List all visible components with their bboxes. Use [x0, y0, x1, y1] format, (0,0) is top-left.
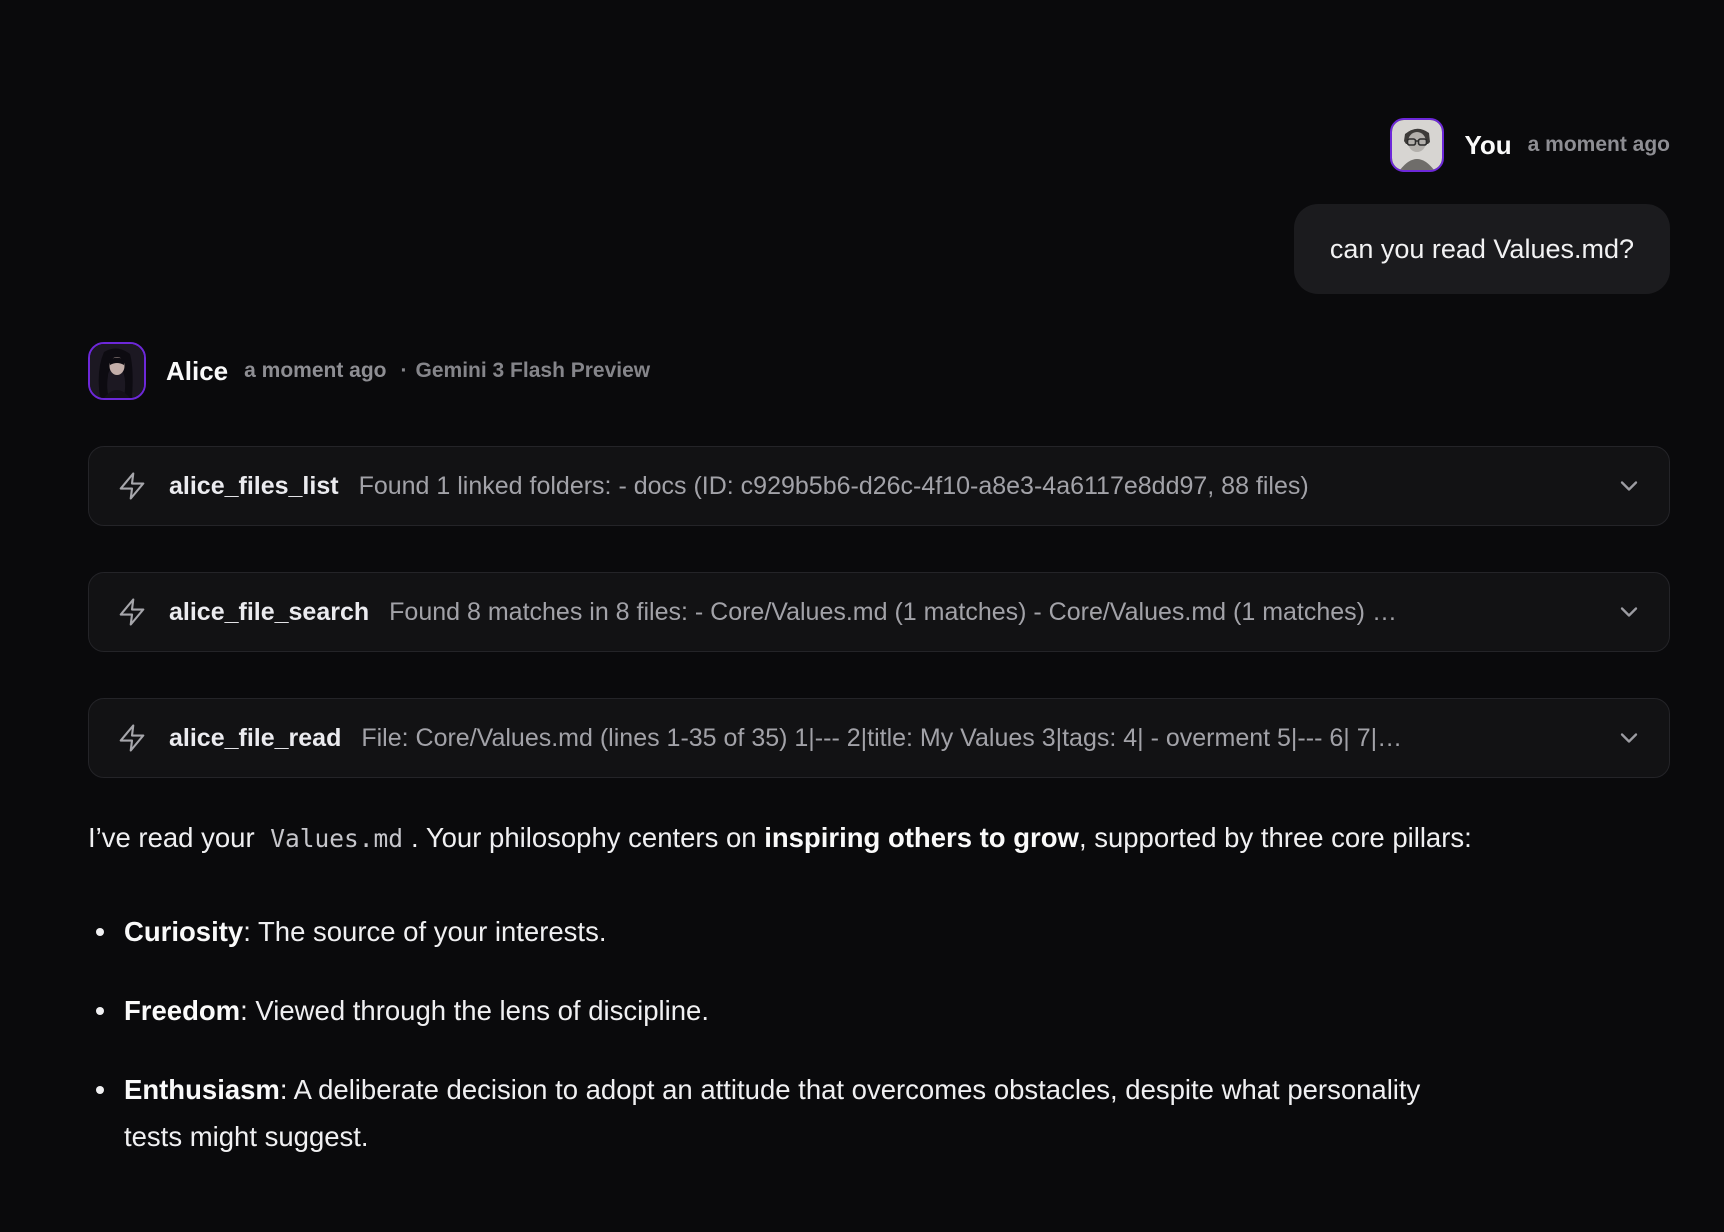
bullet-term: Enthusiasm: [124, 1074, 280, 1105]
bullet-text: : A deliberate decision to adopt an attitude that overcomes obstacles, despite what personality tests might suggest.: [124, 1074, 1421, 1152]
user-timestamp: a moment ago: [1527, 133, 1670, 156]
tool-call-row-files-list[interactable]: [88, 446, 1670, 526]
user-message-header: [1390, 118, 1670, 172]
model-separator: ·: [400, 359, 408, 382]
bullet-term: Curiosity: [124, 916, 244, 947]
chevron-down-icon[interactable]: [1615, 472, 1643, 500]
values-list: [88, 908, 1670, 1160]
tool-name: alice_files_list: [169, 471, 339, 500]
paragraph-text-end: , supported by three core pillars:: [1078, 822, 1472, 853]
assistant-message-header: [88, 342, 1670, 400]
zap-icon: [117, 471, 147, 501]
paragraph-text-start: I’ve read your: [88, 822, 263, 853]
tool-name: alice_file_search: [169, 597, 370, 626]
bullet-term: Freedom: [124, 995, 241, 1026]
user-avatar-image: [1392, 120, 1442, 170]
chevron-down-icon[interactable]: [1615, 598, 1643, 626]
user-message-text: can you read Values.md?: [1329, 234, 1634, 264]
tool-summary: Found 8 matches in 8 files: - Core/Values.md (1 matches) - Core/Values.md (1 matches) …: [389, 597, 1397, 626]
list-item-freedom: [96, 987, 1454, 1034]
model-label: Gemini 3 Flash Preview: [415, 359, 651, 382]
user-message-bubble: [1294, 204, 1670, 294]
zap-icon: [117, 723, 147, 753]
tool-name: alice_file_read: [169, 723, 342, 752]
bullet-text: : Viewed through the lens of discipline.: [240, 995, 709, 1026]
tool-call-row-file-search[interactable]: [88, 572, 1670, 652]
user-avatar: [1390, 118, 1444, 172]
assistant-author-name: Alice: [166, 355, 229, 386]
tool-call-row-file-read[interactable]: [88, 698, 1670, 778]
zap-icon: [117, 597, 147, 627]
paragraph-bold-phrase: inspiring others to grow: [764, 822, 1079, 853]
assistant-message-group: [88, 342, 1670, 1160]
assistant-avatar: [88, 342, 146, 400]
user-message-group: [88, 118, 1670, 294]
paragraph-text-mid: . Your philosophy centers on: [411, 822, 765, 853]
user-author-name: You: [1464, 129, 1512, 160]
bullet-text: : The source of your interests.: [243, 916, 607, 947]
tool-summary: File: Core/Values.md (lines 1-35 of 35) 1|--- 2|title: My Values 3|tags: 4| - overment 5|--- 6| 7|…: [361, 723, 1403, 752]
assistant-timestamp: a moment ago: [244, 359, 387, 382]
response-paragraph: [88, 814, 1480, 862]
list-item-enthusiasm: [96, 1066, 1454, 1160]
chevron-down-icon[interactable]: [1615, 724, 1643, 752]
tool-summary: Found 1 linked folders: - docs (ID: c929b5b6-d26c-4f10-a8e3-4a6117e8dd97, 88 files): [358, 471, 1309, 500]
list-item-curiosity: [96, 908, 1454, 955]
inline-code-filename: Values.md: [270, 824, 404, 853]
assistant-avatar-image: [90, 344, 144, 398]
